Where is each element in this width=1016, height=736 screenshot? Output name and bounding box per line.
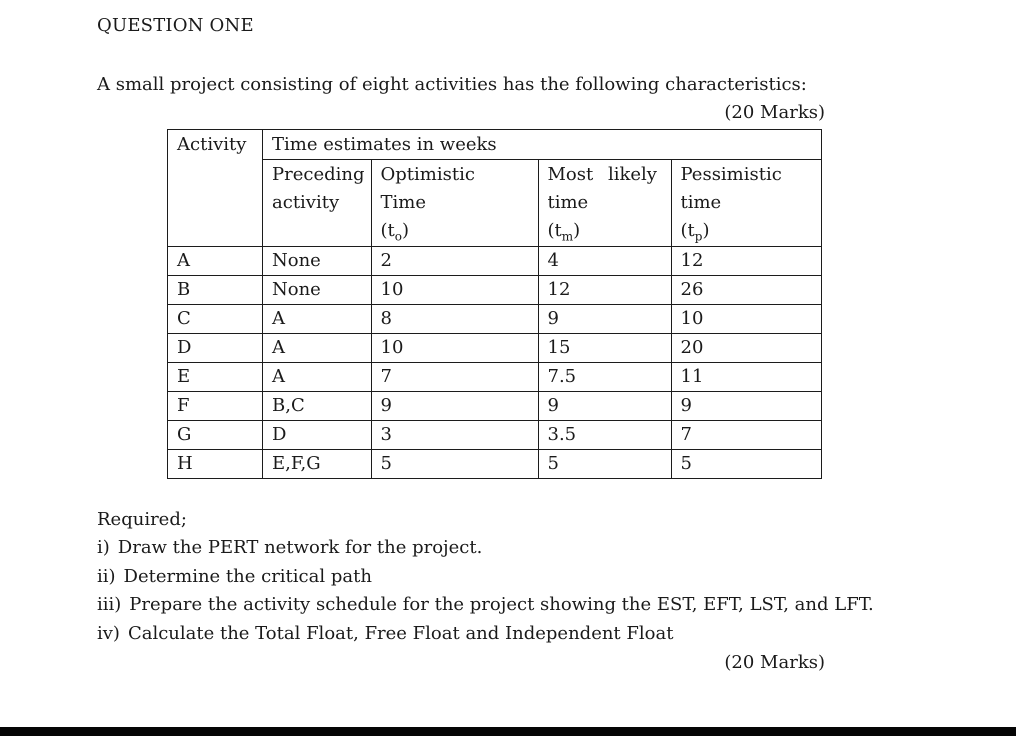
table-row [168,305,822,334]
cell-pessimistic: 12 [671,247,821,276]
cell-optimistic: 2 [371,247,538,276]
cell-preceding: None [263,276,372,305]
header-optimistic-time [371,160,538,247]
cell-preceding: B,C [263,392,372,421]
activity-table [167,129,822,479]
table-row [168,392,822,421]
cell-optimistic: 5 [371,450,538,479]
required-item-2 [97,563,903,592]
item-number: ii) [97,565,116,587]
cell-most-likely: 4 [538,247,671,276]
cell-most-likely: 15 [538,334,671,363]
table-row [168,247,822,276]
cell-optimistic: 10 [371,276,538,305]
cell-preceding: None [263,247,372,276]
symbol-subscript: o [394,229,402,244]
item-text: Determine the critical path [123,565,372,587]
cell-preceding: D [263,421,372,450]
cell-activity: C [168,305,263,334]
header-line: Most likely [547,164,657,185]
cell-most-likely: 5 [538,450,671,479]
item-text: Prepare the activity schedule for the project showing the EST, EFT, LST, and LFT. [129,594,874,615]
cell-activity: D [168,334,263,363]
table-row [168,334,822,363]
symbol-prefix: (t [547,220,562,241]
cell-optimistic: 10 [371,334,538,363]
item-text: Calculate the Total Float, Free Float and Independent Float [127,622,674,644]
cell-optimistic: 9 [371,392,538,421]
symbol-suffix: ) [573,220,581,241]
header-activity: Activity [168,130,263,247]
header-line: Optimistic [380,164,475,185]
table-header-row [168,130,822,160]
cell-pessimistic: 7 [671,421,821,450]
header-preceding-activity [263,160,372,247]
cell-activity: E [168,363,263,392]
table-row [168,276,822,305]
cell-pessimistic: 11 [671,363,821,392]
header-symbol [681,217,815,245]
item-text: Draw the PERT network for the project. [117,537,483,558]
cell-preceding: A [263,305,372,334]
cell-pessimistic: 9 [671,392,821,421]
table-row [168,421,822,450]
cell-optimistic: 7 [371,363,538,392]
header-line: time [547,192,589,213]
header-line: activity [272,192,340,213]
symbol-prefix: (t [680,220,695,241]
cell-most-likely: 3.5 [538,421,671,450]
table-subheader-row [168,160,822,247]
symbol-suffix: ) [402,220,410,241]
cell-preceding: A [263,363,372,392]
table-row [168,363,822,392]
symbol-prefix: (t [380,220,395,241]
header-line: Pessimistic [680,164,782,185]
required-item-1 [97,534,903,563]
cell-optimistic: 3 [371,421,538,450]
header-line: time [680,192,722,213]
cell-optimistic: 8 [371,305,538,334]
item-number: iv) [97,622,120,644]
cell-activity: A [168,247,263,276]
table-row [168,450,822,479]
cell-activity: H [168,450,263,479]
scan-edge-bar [0,727,1016,736]
cell-activity: G [168,421,263,450]
cell-activity: B [168,276,263,305]
symbol-subscript: p [694,229,703,244]
symbol-suffix: ) [702,220,710,241]
cell-pessimistic: 5 [671,450,821,479]
header-line: Preceding [272,164,365,185]
item-number: i) [97,537,110,558]
intro-text: A small project consisting of eight activities has the following characteristics: [97,74,807,95]
cell-pessimistic: 10 [671,305,821,334]
cell-preceding: A [263,334,372,363]
header-symbol [548,217,665,245]
cell-activity: F [168,392,263,421]
header-time-estimates: Time estimates in weeks [263,130,822,160]
cell-most-likely: 7.5 [538,363,671,392]
cell-pessimistic: 20 [671,334,821,363]
cell-pessimistic: 26 [671,276,821,305]
required-label: Required; [97,509,187,530]
marks-bottom: (20 Marks) [724,652,825,673]
header-most-likely-time [538,160,671,247]
symbol-subscript: m [561,229,574,244]
header-symbol [381,217,532,245]
marks-top: (20 Marks) [724,102,825,123]
required-item-3 [97,591,903,620]
cell-most-likely: 9 [538,392,671,421]
header-pessimistic-time [671,160,821,247]
cell-preceding: E,F,G [263,450,372,479]
question-body [97,71,903,676]
header-line: Time [380,192,426,213]
required-item-4 [97,620,903,649]
question-title: QUESTION ONE [97,15,254,36]
cell-most-likely: 9 [538,305,671,334]
item-number: iii) [97,594,122,615]
cell-most-likely: 12 [538,276,671,305]
